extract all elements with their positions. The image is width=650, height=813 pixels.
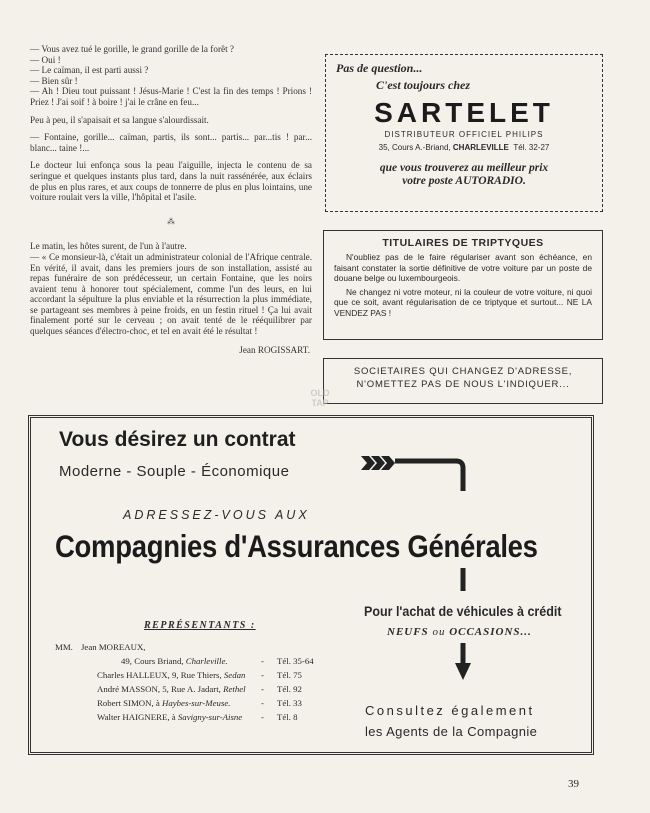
societaires-notice xyxy=(323,358,603,404)
neufs-occasions xyxy=(387,626,532,638)
rep-address: 49, Cours Briand, xyxy=(121,656,186,666)
rep-city: Savigny-sur-Aisne xyxy=(177,712,243,722)
purchase-credit: Pour l'achat de véhicules à crédit xyxy=(364,604,562,620)
watermark-stamp: OLD TAP xyxy=(310,388,330,408)
triptyques-paragraph: Ne changez ni votre moteur, ni la couleur de votre voiture, ni quoi que ce soit, avant régularisation de ce triptyque et surtout... NE LA VENDEZ PAS ! xyxy=(334,286,592,318)
page-number: 39 xyxy=(568,778,579,790)
story-paragraph: — Oui ! xyxy=(30,54,61,65)
rep-city: Sedan xyxy=(223,670,246,680)
arrow-down-icon xyxy=(455,663,471,680)
rep-city: Haybes-sur-Meuse. xyxy=(162,698,231,708)
rep-name: Walter HAIGNERE, à xyxy=(97,712,178,722)
rep-tel: Tél. 35-64 xyxy=(277,656,314,666)
author-signature: Jean ROGISSART. xyxy=(239,344,310,355)
rep-tel: Tél. 92 xyxy=(277,684,302,694)
triptyques-paragraph: N'oubliez pas de le faire régulariser avant son échéance, en faisant constater la sortie définitive de votre voiture par un poste de douane belge ou luxembourgeois. xyxy=(334,252,592,284)
representative-row: Charles HALLEUX, 9, Rue Thiers, Sedan - Tél. 75 xyxy=(97,670,302,680)
societaires-line1: SOCIETAIRES QUI CHANGEZ D'ADRESSE, xyxy=(353,366,573,377)
story-paragraph: — Vous avez tué le gorille, le grand gorille de la forêt ? xyxy=(30,44,235,54)
sartelet-ad xyxy=(325,54,603,212)
story-paragraph: Le docteur lui enfonça sous la peau l'aiguille, injecta le contenu de sa seringue et quelques instants plus tard, dans la nuit rassénérée, aux éclairs de plus en plus rares, et aux coups de tonnerre de plus en plus lointains, une voiture roulait vers la ville, l'hôpital et l'asile. xyxy=(30,160,312,203)
representative-row: Robert SIMON, à Haybes-sur-Meuse. - Tél. 33 xyxy=(97,698,302,708)
rep-tel: Tél. 33 xyxy=(277,698,302,708)
sartelet-tagline-b: votre poste AUTORADIO. xyxy=(402,175,526,187)
rep-name: André MASSON, 5, Rue A. Jadart, xyxy=(97,684,224,694)
occasions-label: OCCASIONS... xyxy=(449,626,532,638)
section-separator: ⁂ xyxy=(167,216,175,226)
company-name: Compagnies d'Assurances Générales xyxy=(55,528,538,564)
sartelet-address xyxy=(336,143,592,152)
mm-label: MM. xyxy=(55,642,73,652)
rep-name: Charles HALLEUX, 9, Rue Thiers, xyxy=(97,670,224,680)
representatives-title: REPRÉSENTANTS : xyxy=(144,620,256,631)
representative-row: André MASSON, 5, Rue A. Jadart, Rethel - Tél. 92 xyxy=(97,684,302,694)
story-paragraph: Le matin, les hôtes surent, de l'un à l'autre. xyxy=(30,241,187,252)
representative-row: 49, Cours Briand, Charleville. - Tél. 35-64 xyxy=(121,656,314,666)
story-paragraph: — Le caïman, il est parti aussi ? xyxy=(30,65,149,76)
consult-line2: les Agents de la Compagnie xyxy=(365,724,538,739)
ou-label: ou xyxy=(432,626,446,638)
story-paragraph: — Fontaine, gorille... caïman, partis, ils sont... partis... par...tis ! par... blanc... taine !... xyxy=(30,132,312,153)
ad-headline: Vous désirez un contrat xyxy=(59,428,296,451)
story-paragraph: — « Ce monsieur-là, c'était un administrateur colonial de l'Afrique centrale. En vérité, il avait, dans les premiers jours de son installation, assisté au repas funéraire de son prédécesseur, un certain Fontaine, que les noirs avaient tenu à honorer tout spécialement, comme l'un des leurs, en lui accordant la sépulture la plus enviable et la résurrection la plus immédiate, se partageant ses membres à peine froids, en un festin rituel ! Ça lui avait finalement porté sur le cerveau ; on avait tenté de le rééquilibrer par quelques séances d'électro-choc, et tel en avait été le résultat ! xyxy=(30,251,312,337)
societaires-line2: N'OMETTEZ PAS DE NOUS L'INDIQUER... xyxy=(356,379,570,390)
consult-line1: Consultez également xyxy=(365,703,535,718)
sartelet-street: 35, Cours A.-Briand, xyxy=(378,143,453,152)
sartelet-distributor: DISTRIBUTEUR OFFICIEL PHILIPS xyxy=(384,130,544,139)
chevron-arrow-icon xyxy=(361,456,395,470)
representative-row: Walter HAIGNERE, à Savigny-sur-Aisne - Tél. 8 xyxy=(97,712,298,722)
representative-row xyxy=(55,642,345,656)
sartelet-brand: SARTELET xyxy=(374,97,554,128)
story-column xyxy=(30,44,312,355)
rep-tel: Tél. 8 xyxy=(277,712,298,722)
triptyques-notice xyxy=(323,230,603,340)
sartelet-line1: Pas de question... xyxy=(336,61,423,75)
rep-name: Robert SIMON, à xyxy=(97,698,162,708)
ad-address-line: ADRESSEZ-VOUS AUX xyxy=(123,508,310,522)
story-paragraph: — Ah ! Dieu tout puissant ! Jésus-Marie ! C'est la fin des temps ! Prions ! Priez ! J'ai soif ! à boire ! j'ai le crâne en feu... xyxy=(30,86,312,107)
assurances-ad xyxy=(28,415,594,755)
rep-tel: Tél. 75 xyxy=(277,670,302,680)
rep-city: Rethel xyxy=(223,684,246,694)
rep-city: Charleville. xyxy=(185,656,228,666)
sartelet-tagline xyxy=(336,162,592,188)
rep-name: Jean MOREAUX, xyxy=(81,642,146,652)
ad-subline: Moderne - Souple - Économique xyxy=(59,463,290,480)
sartelet-tel: Tél. 32-27 xyxy=(513,143,550,152)
sartelet-line2: C'est toujours chez xyxy=(376,78,471,92)
neufs-label: NEUFS xyxy=(387,626,429,638)
story-paragraph: — Bien sûr ! xyxy=(30,75,78,86)
triptyques-title: TITULAIRES DE TRIPTYQUES xyxy=(382,237,544,249)
sartelet-city: CHARLEVILLE xyxy=(452,143,509,152)
story-paragraph: Peu à peu, il s'apaisait et sa langue s'alourdissait. xyxy=(30,114,209,125)
sartelet-tagline-a: que vous trouverez au meilleur prix xyxy=(379,162,549,174)
representatives-list xyxy=(55,642,345,726)
